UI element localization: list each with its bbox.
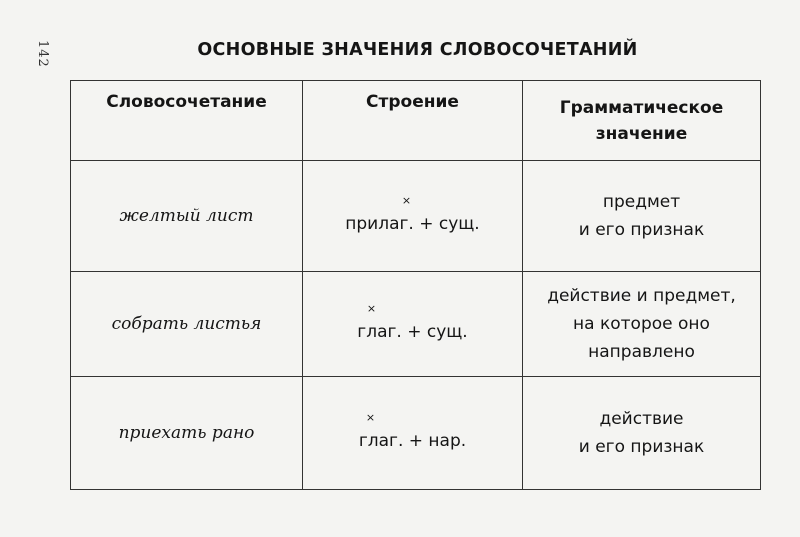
meaning-cell — [523, 377, 761, 490]
phrase-cell: желтый лист — [71, 161, 303, 272]
header-meaning-line2: значение — [595, 123, 688, 144]
table-row — [71, 377, 761, 490]
table-row — [71, 161, 761, 272]
header-meaning — [523, 81, 761, 161]
meaning-cell — [523, 161, 761, 272]
meaning-line: направлено — [588, 342, 695, 362]
phrases-table — [70, 80, 761, 490]
table-row — [71, 272, 761, 377]
page-number: 142 — [35, 40, 50, 68]
main-word-mark: × — [401, 193, 412, 207]
structure-cell — [303, 161, 523, 272]
main-word-mark: × — [365, 410, 376, 424]
meaning-line: предмет — [602, 192, 681, 212]
main-word-mark: × — [366, 301, 377, 315]
meaning-line: действие — [599, 409, 684, 429]
phrase-cell: собрать листья — [71, 272, 303, 377]
header-meaning-line1: Грамматическое — [559, 97, 724, 118]
header-structure: Строение — [303, 81, 523, 161]
structure-cell — [303, 272, 523, 377]
meaning-line: и его признак — [578, 220, 705, 240]
meaning-line: на которое оно — [573, 314, 710, 334]
table-header-row — [71, 81, 761, 161]
page-title: ОСНОВНЫЕ ЗНАЧЕНИЯ СЛОВОСОЧЕТАНИЙ — [197, 40, 638, 60]
meaning-line: и его признак — [578, 437, 705, 457]
structure-text: глаг. + сущ. — [357, 321, 468, 342]
structure-text: прилаг. + сущ. — [345, 213, 480, 234]
structure-cell — [303, 377, 523, 490]
meaning-line: действие и предмет, — [547, 286, 736, 306]
header-phrase: Словосочетание — [71, 81, 303, 161]
structure-text: глаг. + нар. — [358, 430, 467, 451]
phrase-cell: приехать рано — [71, 377, 303, 490]
meaning-cell — [523, 272, 761, 377]
